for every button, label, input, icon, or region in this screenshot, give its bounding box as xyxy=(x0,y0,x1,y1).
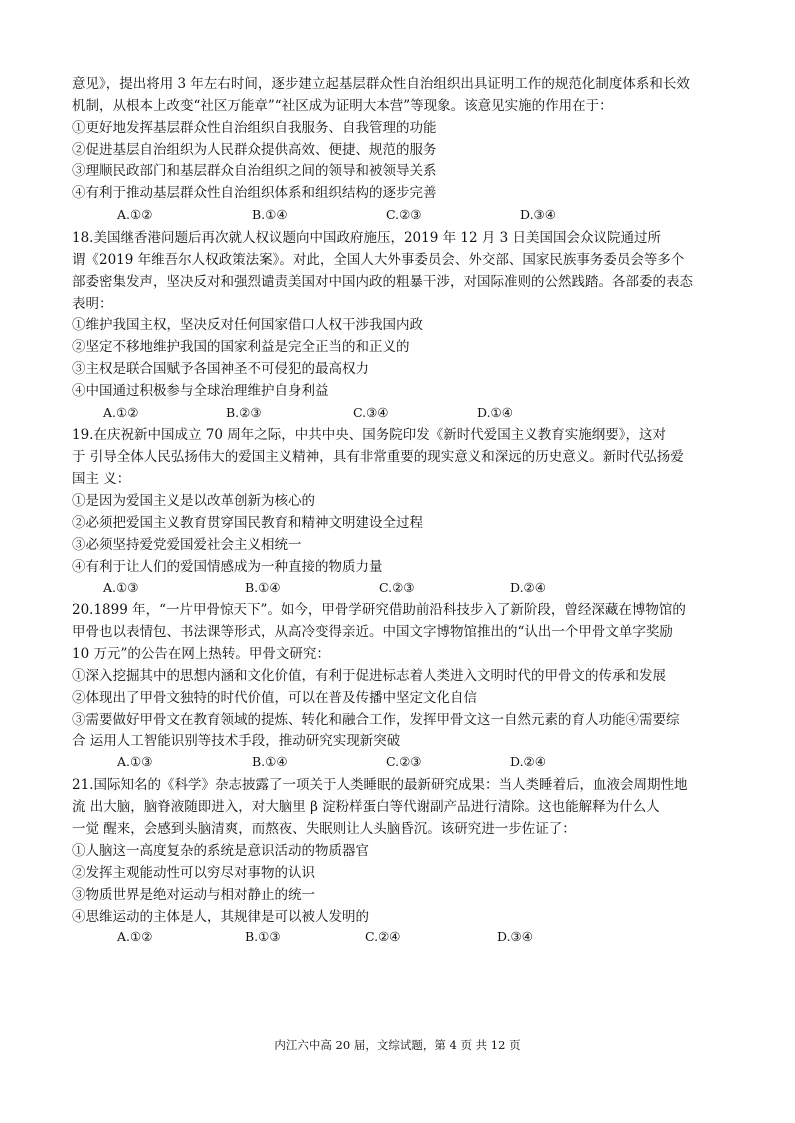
q18-statement-3: ③主权是联合国赋予各国神圣不可侵犯的最高权力 xyxy=(72,361,369,377)
q17-option-a[interactable]: A.①② xyxy=(117,207,153,222)
q20-statement-3: ③需要做好甲骨文在教育领域的提炼、转化和融合工作，发挥甲骨文这一自然元素的育人功能④需要综 xyxy=(72,712,680,728)
q19-stem-line: 国主 义： xyxy=(72,471,131,487)
q20-statement-4: 合 运用人工智能识别等技术手段，推动研究实现新突破 xyxy=(72,733,401,749)
q17-option-b[interactable]: B.①④ xyxy=(252,207,288,222)
q17-option-c[interactable]: C.②③ xyxy=(386,207,422,222)
q20-option-b[interactable]: B.①④ xyxy=(252,754,288,769)
page-footer: 内江六中高 20 届，文综试题，第 4 页 共 12 页 xyxy=(274,1038,521,1052)
q20-option-c[interactable]: C.②③ xyxy=(386,754,422,769)
q18-stem-line: 谓《2019 年维吾尔人权政策法案》。对此，全国人大外事委员会、外交部、国家民族事务委员会等多个 xyxy=(72,252,685,268)
q18-stem-line: 表明： xyxy=(72,296,113,312)
q18-option-c[interactable]: C.③④ xyxy=(353,405,389,420)
q18-stem-line: 18.美国继香港问题后再次就人权议题向中国政府施压，2019 年 12 月 3 日美国国会众议院通过所 xyxy=(72,230,662,246)
q19-stem-line: 19.在庆祝新中国成立 70 周年之际，中共中央、国务院印发《新时代爱国主义教育实施纲要》，这对 xyxy=(72,427,666,443)
q19-statement-3: ③必须坚持爱党爱国爱社会主义相统一 xyxy=(72,537,302,553)
q19-statement-4: ④有利于让人们的爱国情感成为一种直接的物质力量 xyxy=(72,559,383,575)
q18-option-a[interactable]: A.①② xyxy=(103,405,139,420)
q21-option-d[interactable]: D.③④ xyxy=(497,929,533,944)
q21-stem-line: 一觉 醒来，会感到头脑清爽，而熬夜、失眠则让人头脑昏沉。该研究进一步佐证了： xyxy=(72,821,576,837)
q20-stem-line: 甲骨也以表情包、书法课等形式，从高冷变得亲近。中国文字博物馆推出的“认出一个甲骨文单字奖励 xyxy=(72,624,673,640)
q21-stem-line: 流 出大脑，脑脊液随即进入，对大脑里 β 淀粉样蛋白等代谢副产品进行清除。这也能解释为什么人 xyxy=(72,799,660,815)
q18-statement-4: ④中国通过积极参与全球治理维护自身利益 xyxy=(72,383,329,399)
q20-option-a[interactable]: A.①③ xyxy=(117,754,153,769)
q20-option-d[interactable]: D.②④ xyxy=(510,754,546,769)
q17-statement-3: ③理顺民政部门和基层群众自治组织之间的领导和被领导关系 xyxy=(72,163,437,179)
q21-statement-1: ①人脑这一高度复杂的系统是意识活动的物质器官 xyxy=(72,843,369,859)
q18-stem-line: 部委密集发声，坚决反对和强烈谴责美国对中国内政的粗暴干涉，对国际准则的公然践踏。各部委的表态 xyxy=(72,274,693,290)
q21-option-c[interactable]: C.②④ xyxy=(365,929,401,944)
q21-stem-line: 21.国际知名的《科学》杂志披露了一项关于人类睡眠的最新研究成果：当人类睡着后，血液会周期性地 xyxy=(72,777,688,793)
q19-option-d[interactable]: D.②④ xyxy=(510,580,546,595)
q19-statement-1: ①是因为爱国主义是以改革创新为核心的 xyxy=(72,493,315,509)
q19-stem-line: 于 引导全体人民弘扬伟大的爱国主义精神，具有非常重要的现实意义和深远的历史意义。新时代弘扬爱 xyxy=(72,449,684,465)
q21-option-b[interactable]: B.①③ xyxy=(245,929,281,944)
q19-statement-2: ②必须把爱国主义教育贯穿国民教育和精神文明建设全过程 xyxy=(72,515,423,531)
q19-option-a[interactable]: A.①③ xyxy=(103,580,139,595)
q18-option-d[interactable]: D.①④ xyxy=(477,405,513,420)
q17-statement-1: ①更好地发挥基层群众性自治组织自我服务、自我管理的功能 xyxy=(72,120,437,136)
q17-line: 机制，从根本上改变“社区万能章”“社区成为证明大本营”等现象。该意见实施的作用在于： xyxy=(72,98,613,114)
q18-option-b[interactable]: B.②③ xyxy=(226,405,262,420)
q17-option-d[interactable]: D.③④ xyxy=(520,207,556,222)
q20-stem-line: 20.1899 年，“一片甲骨惊天下”。如今，甲骨学研究借助前沿科技步入了新阶段，曾经深藏在博物馆的 xyxy=(72,602,686,618)
q21-statement-2: ②发挥主观能动性可以穷尽对事物的认识 xyxy=(72,865,315,881)
q21-option-a[interactable]: A.①② xyxy=(117,929,153,944)
q18-statement-2: ②坚定不移地维护我国的国家利益是完全正当的和正义的 xyxy=(72,339,410,355)
q17-statement-2: ②促进基层自治组织为人民群众提供高效、便捷、规范的服务 xyxy=(72,142,437,158)
q20-statement-1: ①深入挖掘其中的思想内涵和文化价值，有利于促进标志着人类进入文明时代的甲骨文的传承和发展 xyxy=(72,668,666,684)
q17-line: 意见》，提出将用 3 年左右时间，逐步建立起基层群众性自治组织出具证明工作的规范化制度体系和长效 xyxy=(72,76,690,92)
q20-statement-2: ②体现出了甲骨文独特的时代价值，可以在普及传播中坚定文化自信 xyxy=(72,690,477,706)
q20-stem-line: 10 万元”的公告在网上热转。甲骨文研究： xyxy=(72,646,330,662)
q19-option-b[interactable]: B.①④ xyxy=(245,580,281,595)
q21-statement-3: ③物质世界是绝对运动与相对静止的统一 xyxy=(72,887,315,903)
q18-statement-1: ①维护我国主权，坚决反对任何国家借口人权干涉我国内政 xyxy=(72,317,423,333)
q17-statement-4: ④有利于推动基层群众性自治组织体系和组织结构的逐步完善 xyxy=(72,185,437,201)
q21-statement-4: ④思维运动的主体是人，其规律是可以被人发明的 xyxy=(72,909,369,925)
q19-option-c[interactable]: C.②③ xyxy=(379,580,415,595)
